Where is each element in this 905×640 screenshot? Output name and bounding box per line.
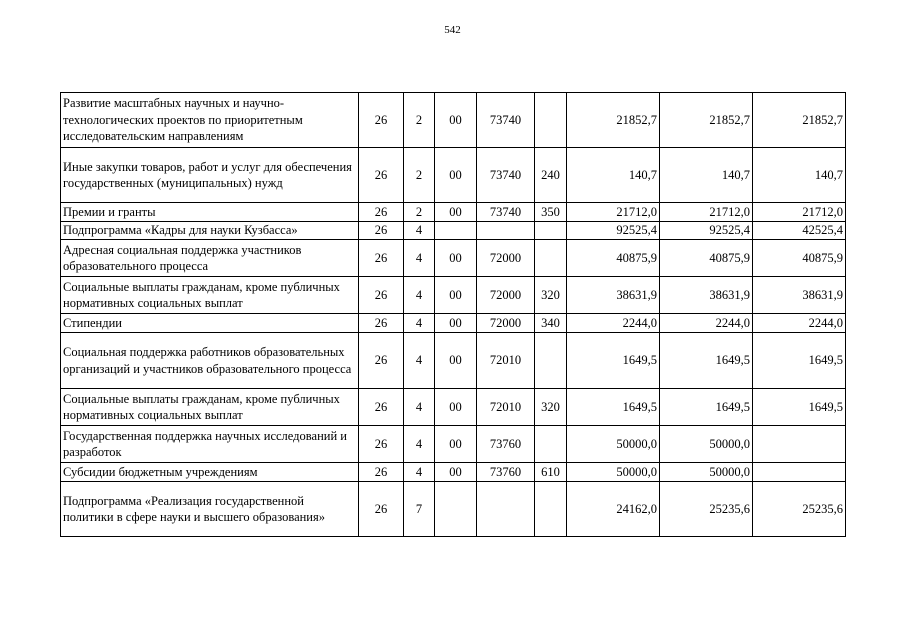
cell-amount-3 <box>753 463 846 482</box>
cell-ministry-code: 26 <box>359 240 404 277</box>
cell-ministry-code: 26 <box>359 314 404 333</box>
cell-amount-2: 92525,4 <box>660 222 753 240</box>
cell-amount-1: 38631,9 <box>567 277 660 314</box>
table-row <box>61 389 846 426</box>
cell-subprogram-code: 00 <box>435 389 477 426</box>
cell-expense-type <box>535 93 567 148</box>
cell-subprogram-code <box>435 482 477 537</box>
cell-ministry-code: 26 <box>359 482 404 537</box>
cell-amount-3: 42525,4 <box>753 222 846 240</box>
cell-ministry-code: 26 <box>359 148 404 203</box>
cell-program-code: 4 <box>404 389 435 426</box>
cell-program-code: 4 <box>404 426 435 463</box>
cell-ministry-code: 26 <box>359 463 404 482</box>
cell-amount-2: 2244,0 <box>660 314 753 333</box>
cell-amount-2: 140,7 <box>660 148 753 203</box>
cell-amount-3: 1649,5 <box>753 389 846 426</box>
cell-program-code: 4 <box>404 222 435 240</box>
cell-amount-1: 2244,0 <box>567 314 660 333</box>
cell-name: Подпрограмма «Реализация государственной политики в сфере науки и высшего образования» <box>61 482 359 537</box>
cell-amount-2: 1649,5 <box>660 389 753 426</box>
cell-amount-1: 92525,4 <box>567 222 660 240</box>
cell-direction-code <box>477 482 535 537</box>
cell-program-code: 2 <box>404 203 435 222</box>
cell-amount-1: 21852,7 <box>567 93 660 148</box>
cell-direction-code <box>477 222 535 240</box>
table-row <box>61 203 846 222</box>
cell-subprogram-code: 00 <box>435 333 477 389</box>
cell-program-code: 4 <box>404 333 435 389</box>
table-row <box>61 314 846 333</box>
cell-amount-1: 50000,0 <box>567 463 660 482</box>
cell-subprogram-code: 00 <box>435 93 477 148</box>
cell-expense-type: 320 <box>535 277 567 314</box>
cell-amount-3: 21712,0 <box>753 203 846 222</box>
cell-amount-1: 40875,9 <box>567 240 660 277</box>
cell-expense-type: 240 <box>535 148 567 203</box>
table-row <box>61 277 846 314</box>
cell-name: Социальные выплаты гражданам, кроме публичных нормативных социальных выплат <box>61 277 359 314</box>
table-row <box>61 463 846 482</box>
cell-name: Иные закупки товаров, работ и услуг для обеспечения государственных (муниципальных) нужд <box>61 148 359 203</box>
cell-name: Подпрограмма «Кадры для науки Кузбасса» <box>61 222 359 240</box>
cell-amount-1: 1649,5 <box>567 389 660 426</box>
cell-expense-type <box>535 426 567 463</box>
cell-ministry-code: 26 <box>359 333 404 389</box>
page-number: 542 <box>444 24 461 36</box>
table-row <box>61 222 846 240</box>
cell-program-code: 4 <box>404 240 435 277</box>
cell-amount-2: 25235,6 <box>660 482 753 537</box>
cell-amount-2: 1649,5 <box>660 333 753 389</box>
cell-program-code: 7 <box>404 482 435 537</box>
cell-amount-1: 21712,0 <box>567 203 660 222</box>
cell-name: Социальная поддержка работников образовательных организаций и участников образовательного процесса <box>61 333 359 389</box>
table-body <box>61 93 846 537</box>
cell-amount-2: 38631,9 <box>660 277 753 314</box>
cell-amount-3: 140,7 <box>753 148 846 203</box>
cell-expense-type: 610 <box>535 463 567 482</box>
budget-table <box>60 92 846 537</box>
cell-amount-2: 21712,0 <box>660 203 753 222</box>
cell-expense-type: 340 <box>535 314 567 333</box>
cell-expense-type: 350 <box>535 203 567 222</box>
cell-program-code: 4 <box>404 314 435 333</box>
cell-ministry-code: 26 <box>359 277 404 314</box>
cell-direction-code: 73760 <box>477 426 535 463</box>
cell-program-code: 4 <box>404 277 435 314</box>
cell-direction-code: 72000 <box>477 277 535 314</box>
cell-expense-type <box>535 222 567 240</box>
cell-expense-type: 320 <box>535 389 567 426</box>
cell-amount-3: 38631,9 <box>753 277 846 314</box>
cell-direction-code: 73760 <box>477 463 535 482</box>
table-row <box>61 93 846 148</box>
cell-subprogram-code: 00 <box>435 277 477 314</box>
table-row <box>61 333 846 389</box>
cell-ministry-code: 26 <box>359 203 404 222</box>
cell-name: Развитие масштабных научных и научно-технологических проектов по приоритетным исследовательским направлениям <box>61 93 359 148</box>
cell-amount-1: 1649,5 <box>567 333 660 389</box>
cell-direction-code: 72010 <box>477 389 535 426</box>
cell-amount-3: 25235,6 <box>753 482 846 537</box>
cell-subprogram-code: 00 <box>435 463 477 482</box>
cell-name: Премии и гранты <box>61 203 359 222</box>
cell-amount-2: 21852,7 <box>660 93 753 148</box>
cell-subprogram-code: 00 <box>435 148 477 203</box>
cell-subprogram-code: 00 <box>435 240 477 277</box>
cell-direction-code: 73740 <box>477 148 535 203</box>
cell-direction-code: 73740 <box>477 93 535 148</box>
cell-ministry-code: 26 <box>359 426 404 463</box>
cell-name: Стипендии <box>61 314 359 333</box>
table-row <box>61 482 846 537</box>
cell-amount-3 <box>753 426 846 463</box>
cell-expense-type <box>535 482 567 537</box>
cell-amount-2: 50000,0 <box>660 463 753 482</box>
cell-amount-3: 1649,5 <box>753 333 846 389</box>
cell-name: Социальные выплаты гражданам, кроме публичных нормативных социальных выплат <box>61 389 359 426</box>
cell-direction-code: 72000 <box>477 240 535 277</box>
cell-amount-3: 40875,9 <box>753 240 846 277</box>
cell-expense-type <box>535 240 567 277</box>
cell-direction-code: 73740 <box>477 203 535 222</box>
cell-direction-code: 72010 <box>477 333 535 389</box>
table-row <box>61 240 846 277</box>
cell-subprogram-code <box>435 222 477 240</box>
cell-ministry-code: 26 <box>359 222 404 240</box>
cell-amount-3: 2244,0 <box>753 314 846 333</box>
cell-name: Государственная поддержка научных исследований и разработок <box>61 426 359 463</box>
cell-amount-1: 24162,0 <box>567 482 660 537</box>
cell-direction-code: 72000 <box>477 314 535 333</box>
cell-amount-1: 50000,0 <box>567 426 660 463</box>
cell-program-code: 4 <box>404 463 435 482</box>
cell-program-code: 2 <box>404 148 435 203</box>
cell-program-code: 2 <box>404 93 435 148</box>
cell-name: Субсидии бюджетным учреждениям <box>61 463 359 482</box>
table-row <box>61 426 846 463</box>
cell-ministry-code: 26 <box>359 389 404 426</box>
cell-amount-3: 21852,7 <box>753 93 846 148</box>
cell-amount-1: 140,7 <box>567 148 660 203</box>
cell-amount-2: 40875,9 <box>660 240 753 277</box>
cell-amount-2: 50000,0 <box>660 426 753 463</box>
cell-expense-type <box>535 333 567 389</box>
cell-subprogram-code: 00 <box>435 426 477 463</box>
cell-ministry-code: 26 <box>359 93 404 148</box>
cell-subprogram-code: 00 <box>435 314 477 333</box>
cell-name: Адресная социальная поддержка участников образовательного процесса <box>61 240 359 277</box>
table-row <box>61 148 846 203</box>
cell-subprogram-code: 00 <box>435 203 477 222</box>
